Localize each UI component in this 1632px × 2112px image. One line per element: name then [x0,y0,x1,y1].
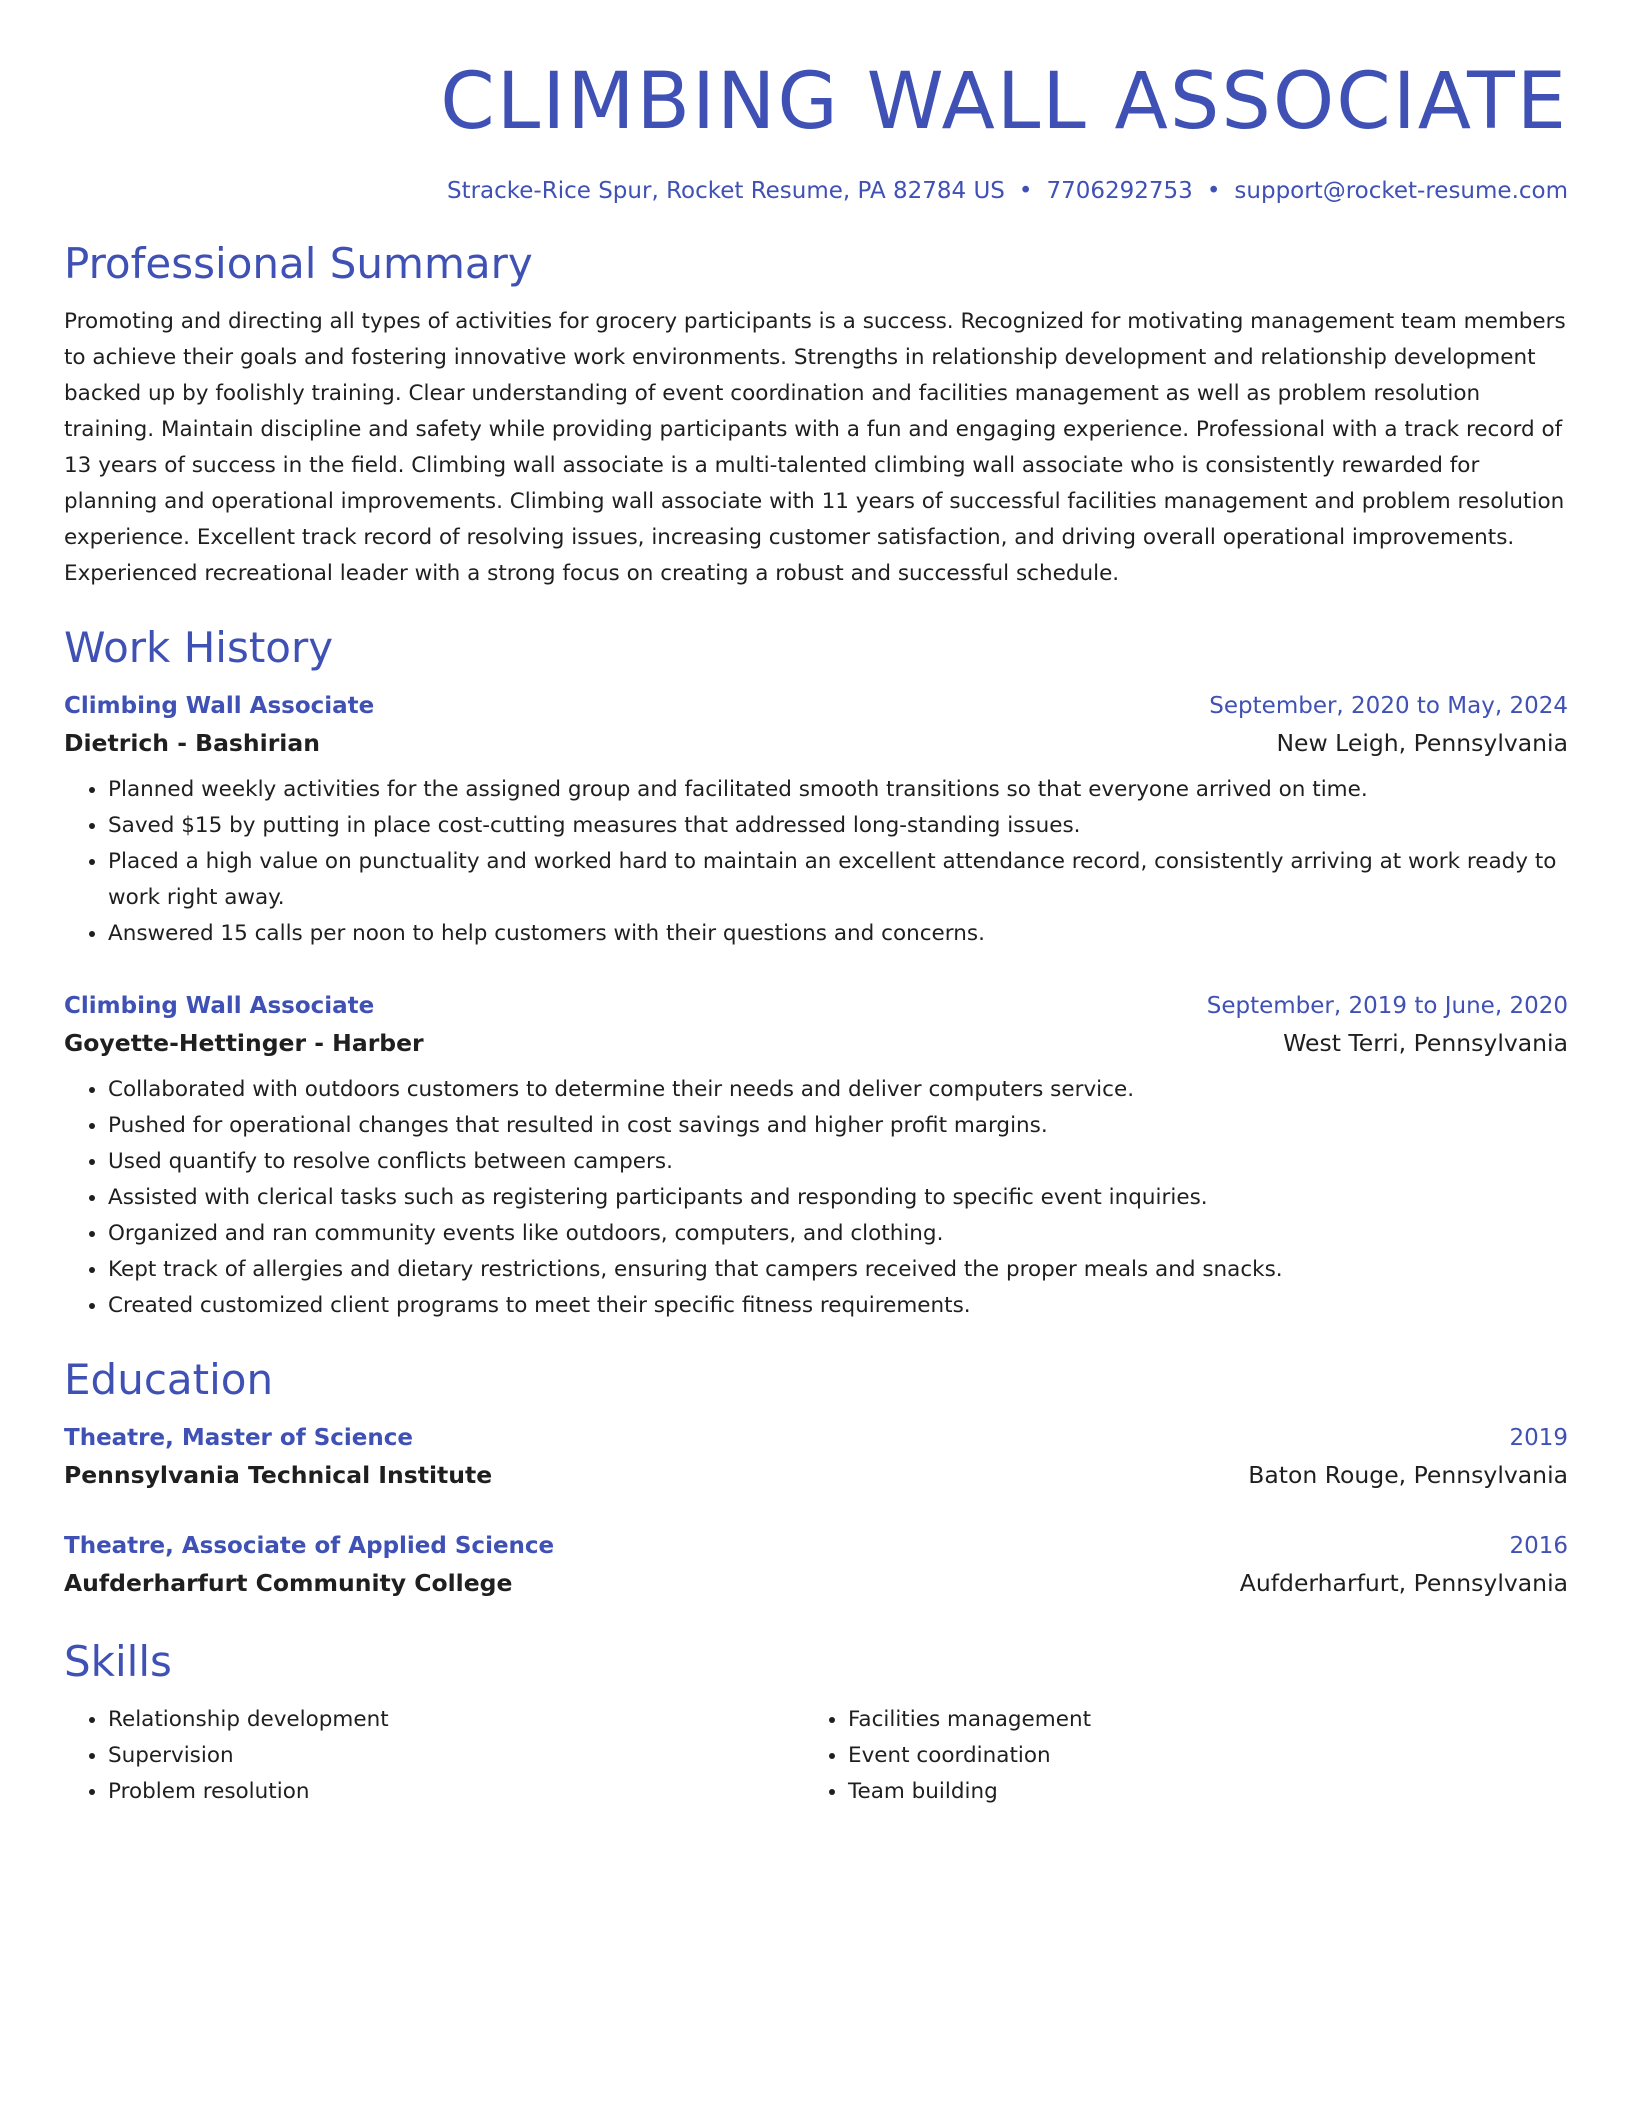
job-bullets [64,1072,1568,1324]
job-bullet: • Answered 15 calls per noon to help customers with their questions and concerns. [108,916,1568,952]
skills-column-right [804,1702,1544,1810]
job-entry [64,688,1568,952]
job-bullet: • Kept track of allergies and dietary restrictions, ensuring that campers received the proper meals and snacks. [108,1252,1568,1288]
skills-heading: Skills [64,1637,172,1686]
skill-item: • Team building [848,1774,1544,1810]
candidate-title: CLIMBING WALL ASSOCIATE [440,57,1568,147]
education-header-row [64,1528,1568,1564]
contact-separator: • [1018,178,1033,204]
job-bullet: • Used quantify to resolve conflicts between campers. [108,1144,1568,1180]
education-school: Aufderharfurt Community College [64,1569,513,1597]
summary-section [64,238,1568,592]
skill-item: • Relationship development [108,1702,804,1738]
job-bullet: • Saved $15 by putting in place cost-cutting measures that addressed long-standing issues. [108,808,1568,844]
education-section [64,1354,1568,1602]
job-dates: September, 2020 to May, 2024 [1209,693,1568,719]
work-history-heading: Work History [64,623,334,672]
skills-section [64,1636,1568,1810]
job-bullet: • Assisted with clerical tasks such as registering participants and responding to specific event inquiries. [108,1180,1568,1216]
summary-text: Promoting and directing all types of activities for grocery participants is a success. Recognized for motivating management team members to achieve their goals and fostering innovative work environments. Strengths in relationship development and relationship development backed up by foolishly training. Clear understanding of event coordination and facilities management as well as problem resolution training. Maintain discipline and safety while providing participants with a fun and engaging experience. Professional with a track record of 13 years of success in the field. Climbing wall associate is a multi-talented climbing wall associate who is consistently rewarded for planning and operational improvements. Climbing wall associate with 11 years of successful facilities management and problem resolution experience. Excellent track record of resolving issues, increasing customer satisfaction, and driving overall operational improvements. Experienced recreational leader with a strong focus on creating a robust and successful schedule. [64,309,1566,586]
job-dates: September, 2019 to June, 2020 [1206,993,1568,1019]
education-header-row [64,1420,1568,1456]
contact-separator: • [1206,178,1221,204]
education-location: Aufderharfurt, Pennsylvania [1239,1569,1568,1597]
resume-header [64,0,1568,206]
skill-item: • Supervision [108,1738,804,1774]
job-entry [64,988,1568,1324]
job-bullet: • Created customized client programs to meet their specific fitness requirements. [108,1288,1568,1324]
contact-address: Stracke-Rice Spur, Rocket Resume, PA 82784 US [446,178,1005,204]
job-role: Climbing Wall Associate [64,993,375,1019]
job-header-row [64,688,1568,724]
job-location: West Terri, Pennsylvania [1283,1029,1568,1057]
contact-email[interactable]: support@rocket-resume.com [1234,178,1568,204]
skill-item: • Problem resolution [108,1774,804,1810]
education-school-row [64,1564,1568,1602]
job-bullet: • Collaborated with outdoors customers to determine their needs and deliver computers service. [108,1072,1568,1108]
job-employer-row [64,1024,1568,1062]
skill-item: • Facilities management [848,1702,1544,1738]
education-school: Pennsylvania Technical Institute [64,1461,493,1489]
skill-item: • Event coordination [848,1738,1544,1774]
work-history-section [64,622,1568,1324]
job-company: Goyette-Hettinger - Harber [64,1029,424,1057]
education-degree: Theatre, Master of Science [64,1425,414,1451]
job-company: Dietrich - Bashirian [64,729,320,757]
education-year: 2019 [1509,1425,1568,1451]
skills-column-left [64,1702,804,1810]
job-role: Climbing Wall Associate [64,693,375,719]
education-school-row [64,1456,1568,1494]
job-employer-row [64,724,1568,762]
contact-phone: 7706292753 [1046,178,1193,204]
job-bullet: • Pushed for operational changes that resulted in cost savings and higher profit margins. [108,1108,1568,1144]
job-bullet: • Planned weekly activities for the assigned group and facilitated smooth transitions so that everyone arrived on time. [108,772,1568,808]
education-degree: Theatre, Associate of Applied Science [64,1533,555,1559]
education-entry [64,1528,1568,1602]
education-entry [64,1420,1568,1494]
education-year: 2016 [1509,1533,1568,1559]
job-bullets [64,772,1568,952]
education-heading: Education [64,1355,274,1404]
education-location: Baton Rouge, Pennsylvania [1248,1461,1568,1489]
summary-heading: Professional Summary [64,239,533,288]
job-header-row [64,988,1568,1024]
job-bullet: • Placed a high value on punctuality and worked hard to maintain an excellent attendance record, consistently arriving at work ready to work right away. [108,844,1568,916]
job-location: New Leigh, Pennsylvania [1276,729,1568,757]
skills-grid [64,1702,1568,1810]
contact-line [64,176,1568,206]
job-bullet: • Organized and ran community events like outdoors, computers, and clothing. [108,1216,1568,1252]
